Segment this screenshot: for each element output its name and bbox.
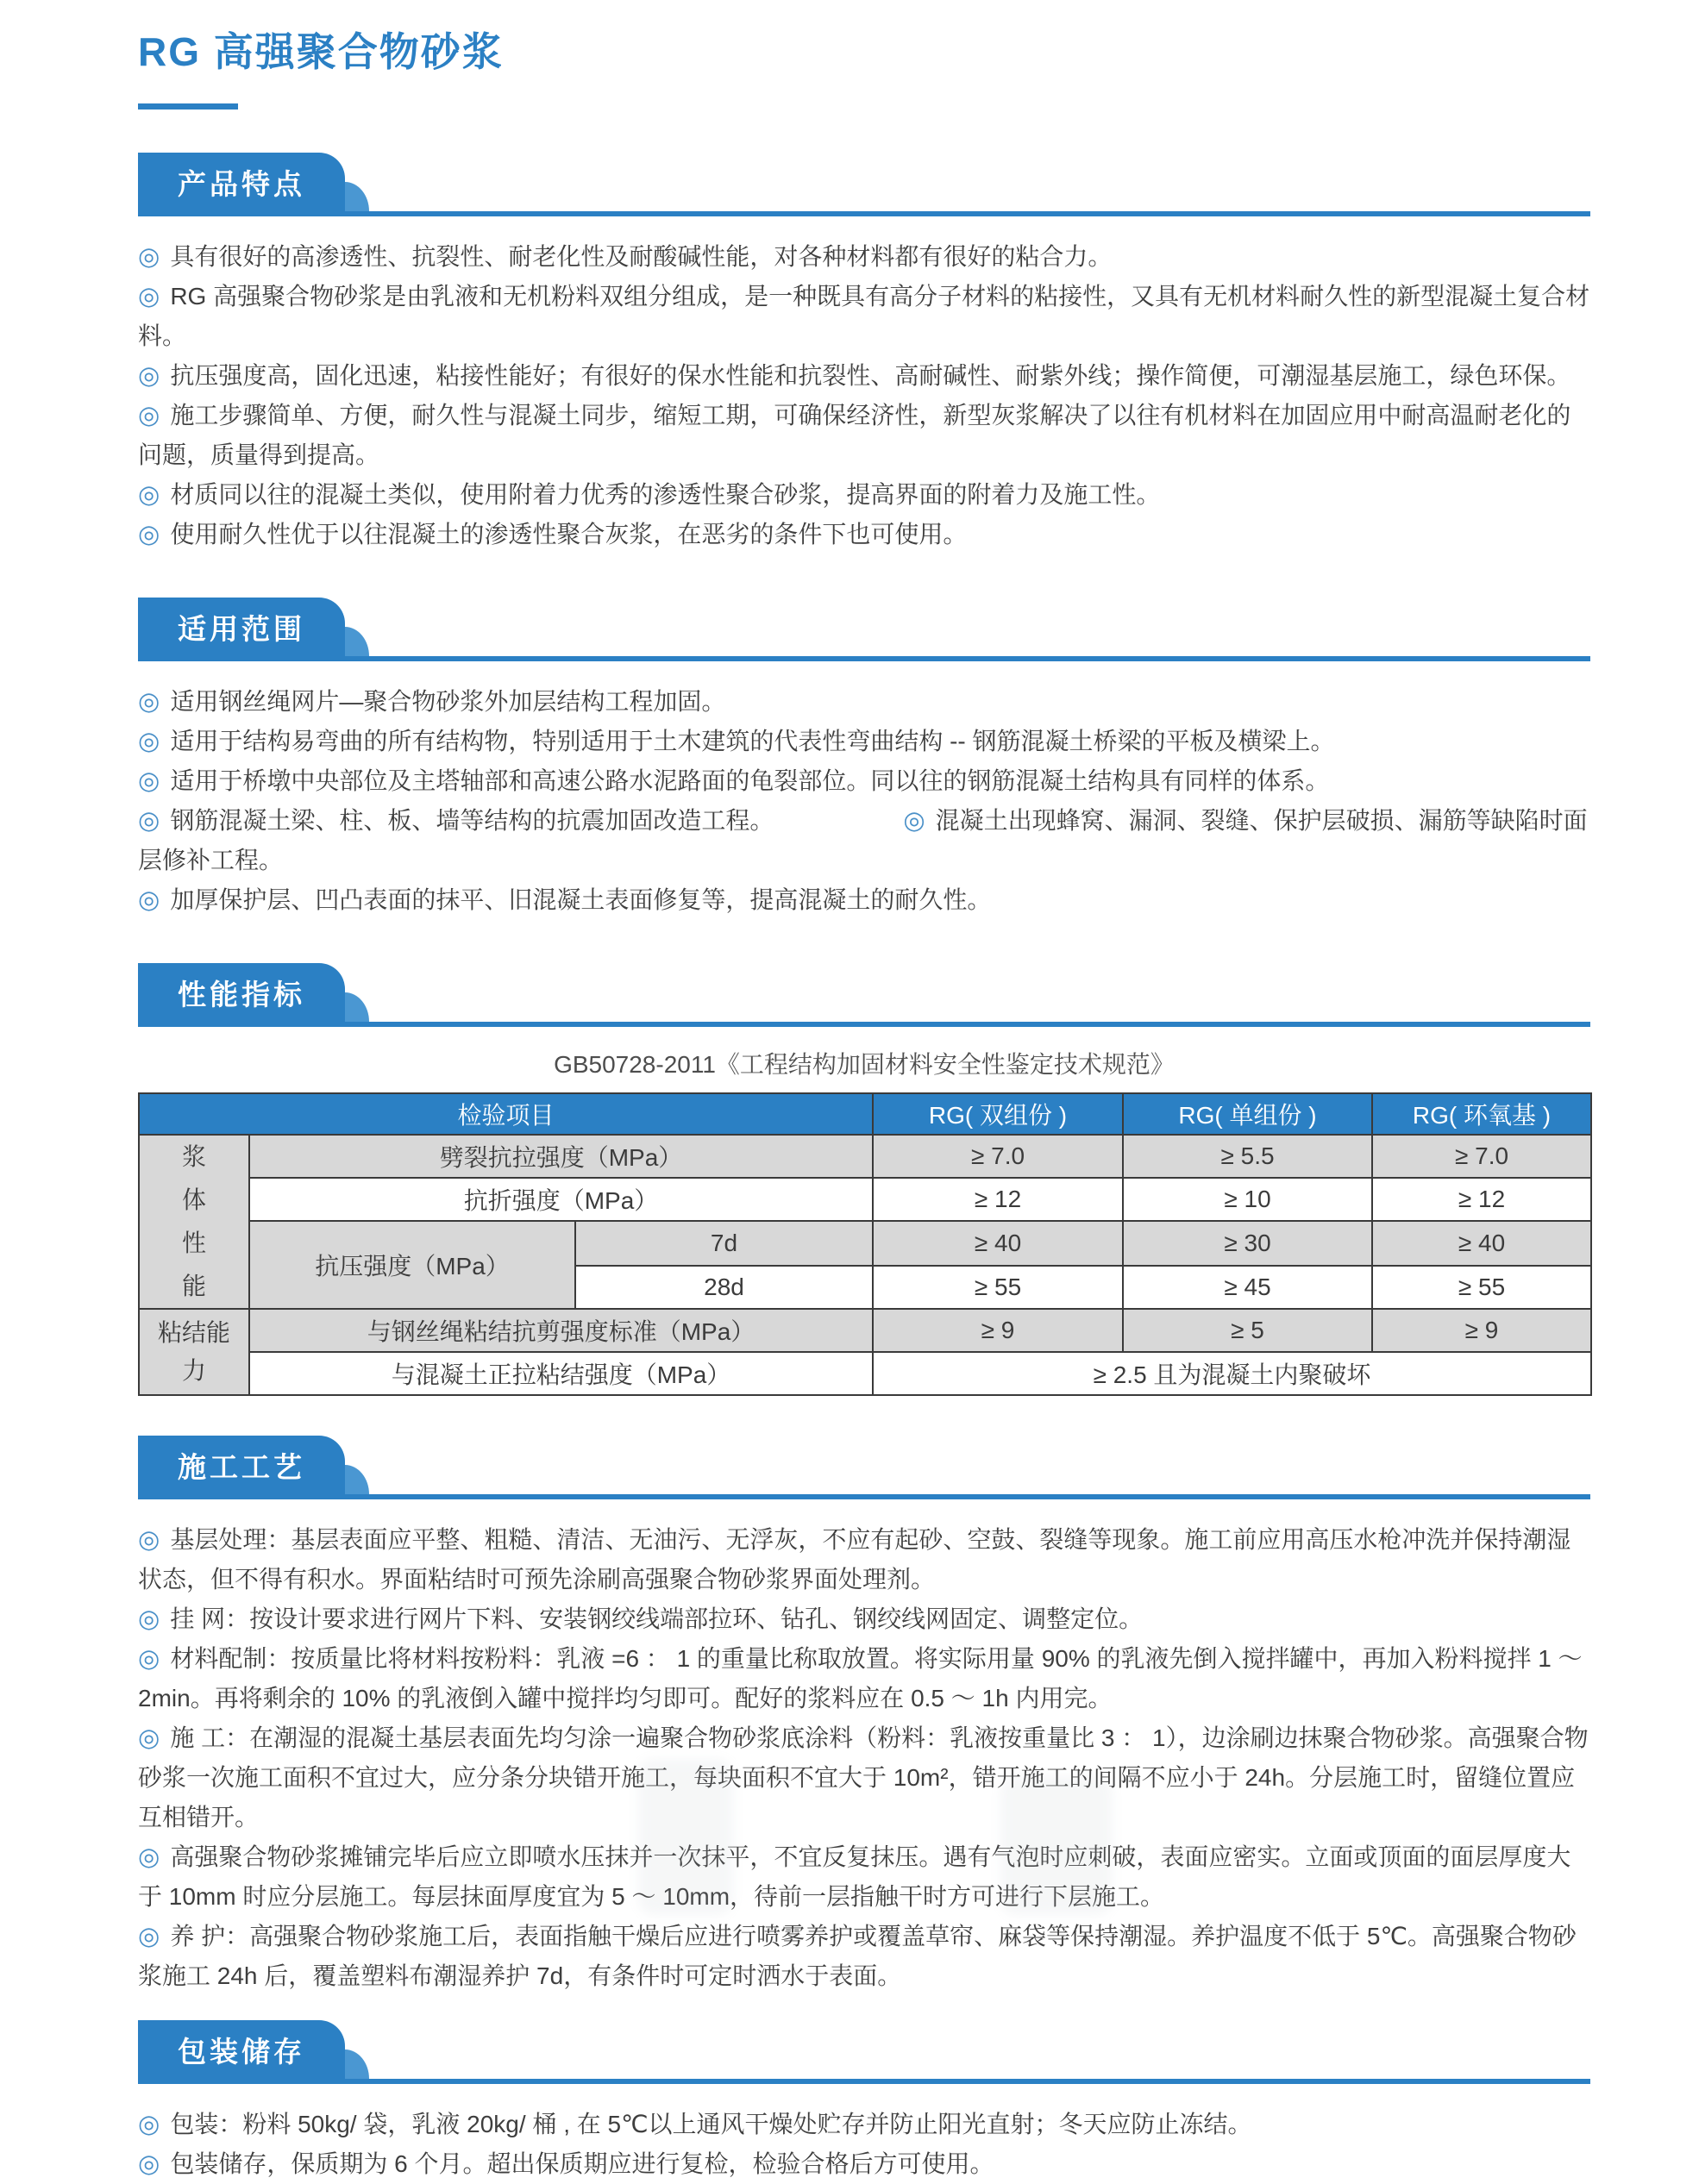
- list-item: [138, 515, 1590, 554]
- table-row: [139, 1352, 1591, 1395]
- list-item-double: [138, 801, 1590, 880]
- col-header-rg-single: RG( 单组份 ): [1123, 1093, 1372, 1135]
- title-underline: [138, 103, 238, 110]
- cell-value: ≥ 40: [1372, 1221, 1591, 1266]
- bullet-icon: ◎: [138, 521, 160, 548]
- list-item-text: 适用钢丝绳网片—聚合物砂浆外加层结构工程加固。: [170, 688, 726, 715]
- list-item: [138, 761, 1590, 801]
- bullet-icon: ◎: [138, 807, 160, 835]
- list-item: [138, 1917, 1590, 1996]
- list-item-text: 加厚保护层、凹凸表面的抹平、旧混凝土表面修复等，提高混凝土的耐久性。: [170, 886, 992, 913]
- table-caption: GB50728-2011《工程结构加固材料安全性鉴定技术规范》: [554, 1051, 1175, 1078]
- list-item-text: 基层处理：基层表面应平整、粗糙、清洁、无油污、无浮灰，不应有起砂、空鼓、裂缝等现象。施工前应用高压水枪冲洗并保持潮湿状态，但不得有积水。界面粘结时可预先涂刷高强聚合物砂浆界面处理剂。: [138, 1526, 1571, 1593]
- bullet-icon: ◎: [138, 481, 160, 509]
- process-list: [138, 1520, 1590, 1996]
- list-item: [138, 1837, 1590, 1917]
- list-item: [138, 2105, 1590, 2144]
- section-header-packaging: [138, 2020, 1590, 2084]
- bullet-icon: ◎: [138, 362, 160, 390]
- list-item-text: 材料配制：按质量比将材料按粉料：乳液 =6 ： 1 的重量比称取放置。将实际用量 90% 的乳液先倒入搅拌罐中，再加入粉料搅拌 1 ～ 2min。再将剩余的 10% 的乳液倒入罐中搅拌均匀即可。配好的浆料应在 0.5 ～ 1h 内用完。: [138, 1645, 1583, 1712]
- table-row: [139, 1135, 1591, 1178]
- performance-table: [138, 1092, 1592, 1396]
- list-item-text: 材质同以往的混凝土类似，使用附着力优秀的渗透性聚合砂浆，提高界面的附着力及施工性。: [170, 481, 1161, 508]
- row-name: 抗折强度（MPa）: [249, 1178, 873, 1221]
- col-header-rg-epoxy: RG( 环氧基 ): [1372, 1093, 1591, 1135]
- list-item: [138, 1718, 1590, 1837]
- features-list: [138, 237, 1590, 554]
- bullet-icon: ◎: [138, 1843, 160, 1871]
- section-title: 施工工艺: [178, 1451, 305, 1483]
- section-title: 包装储存: [178, 2036, 305, 2068]
- list-item: [138, 1639, 1590, 1718]
- cell-value: ≥ 12: [1372, 1178, 1591, 1221]
- bullet-icon: ◎: [138, 2111, 160, 2138]
- section-header-scope: [138, 598, 1590, 661]
- table-row: [139, 1221, 1591, 1266]
- list-item-text: 使用耐久性优于以往混凝土的渗透性聚合灰浆，在恶劣的条件下也可使用。: [170, 521, 968, 548]
- list-item: [138, 880, 1590, 920]
- list-item-text: 包装储存，保质期为 6 个月。超出保质期应进行复检，检验合格后方可使用。: [170, 2150, 994, 2177]
- list-item-text: 混凝土出现蜂窝、漏洞、裂缝、保护层破损、漏筋等缺陷时面层修补工程。: [138, 807, 1588, 873]
- col-header-item: 检验项目: [139, 1093, 873, 1135]
- cell-value: ≥ 55: [1372, 1266, 1591, 1309]
- bullet-icon: ◎: [138, 1923, 160, 1950]
- row-sub-28d: 28d: [575, 1266, 873, 1309]
- row-name: 与钢丝绳粘结抗剪强度标准（MPa）: [249, 1309, 873, 1352]
- list-item: [138, 2144, 1590, 2184]
- cell-value: ≥ 10: [1123, 1178, 1372, 1221]
- cell-value: ≥ 7.0: [873, 1135, 1123, 1178]
- packaging-list: [138, 2105, 1590, 2184]
- cell-value: ≥ 7.0: [1372, 1135, 1591, 1178]
- bullet-icon: ◎: [138, 2150, 160, 2178]
- cell-value-merged: ≥ 2.5 且为混凝土内聚破坏: [873, 1352, 1591, 1395]
- list-item-text: 养 护：高强聚合物砂浆施工后，表面指触干燥后应进行喷雾养护或覆盖草帘、麻袋等保持潮湿。养护温度不低于 5℃。高强聚合物砂浆施工 24h 后，覆盖塑料布潮湿养护 7d，有条件时可定时洒水于表面。: [138, 1923, 1577, 1989]
- section-title: 适用范围: [178, 613, 305, 645]
- section-title: 产品特点: [178, 168, 305, 200]
- row-group-slurry: 浆体性能: [139, 1135, 249, 1309]
- list-item-text: 具有很好的高渗透性、抗裂性、耐老化性及耐酸碱性能，对各种材料都有很好的粘合力。: [170, 243, 1113, 270]
- row-name: 劈裂抗拉强度（MPa）: [249, 1135, 873, 1178]
- list-item-text: 适用于桥墩中央部位及主塔轴部和高速公路水泥路面的龟裂部位。同以往的钢筋混凝土结构具有同样的体系。: [170, 767, 1330, 794]
- section-header-performance: [138, 963, 1590, 1027]
- section-header-features: [138, 153, 1590, 216]
- table-header-row: [139, 1093, 1591, 1135]
- list-item-text: 高强聚合物砂浆摊铺完毕后应立即喷水压抹并一次抹平，不宜反复抹压。遇有气泡时应刺破，表面应密实。立面或顶面的面层厚度大于 10mm 时应分层施工。每层抹面厚度宜为 5 ～ 10mm，待前一层指触干时方可进行下层施工。: [138, 1843, 1571, 1910]
- cell-value: ≥ 30: [1123, 1221, 1372, 1266]
- section-badge-scope: [138, 598, 345, 656]
- row-group-bonding: 粘结能力: [139, 1309, 249, 1395]
- list-item: [138, 237, 1590, 277]
- list-item-text: 抗压强度高，固化迅速，粘接性能好；有很好的保水性能和抗裂性、高耐碱性、耐紫外线；操作简便，可潮湿基层施工，绿色环保。: [170, 362, 1571, 389]
- bullet-icon: ◎: [138, 728, 160, 755]
- list-item: [138, 722, 1590, 761]
- list-item-text: 钢筋混凝土梁、柱、板、墙等结构的抗震加固改造工程。: [170, 807, 774, 834]
- section-header-process: [138, 1436, 1590, 1499]
- bullet-icon: ◎: [138, 1724, 160, 1752]
- list-item: [138, 356, 1590, 396]
- bullet-icon: ◎: [138, 1526, 160, 1554]
- section-badge-process: [138, 1436, 345, 1494]
- watermark-ghost-image: [1000, 1776, 1113, 1915]
- bullet-icon: ◎: [138, 1645, 160, 1673]
- bullet-icon: ◎: [138, 688, 160, 716]
- table-row: [139, 1178, 1591, 1221]
- table-row: [139, 1309, 1591, 1352]
- bullet-icon: ◎: [903, 807, 925, 835]
- list-item-text: 施工步骤简单、方便，耐久性与混凝土同步，缩短工期，可确保经济性，新型灰浆解决了以往有机材料在加固应用中耐高温耐老化的问题，质量得到提高。: [138, 402, 1571, 468]
- bullet-icon: ◎: [138, 886, 160, 914]
- section-title: 性能指标: [178, 979, 305, 1011]
- list-item: [138, 396, 1590, 475]
- cell-value: ≥ 55: [873, 1266, 1123, 1309]
- list-item: [138, 277, 1590, 356]
- list-item: [138, 682, 1590, 722]
- list-item-text: 适用于结构易弯曲的所有结构物，特别适用于土木建筑的代表性弯曲结构 -- 钢筋混凝土桥梁的平板及横梁上。: [170, 728, 1335, 754]
- cell-value: ≥ 12: [873, 1178, 1123, 1221]
- page-title: RG 高强聚合物砂浆: [138, 29, 504, 74]
- cell-value: ≥ 40: [873, 1221, 1123, 1266]
- row-sub-7d: 7d: [575, 1221, 873, 1266]
- cell-value: ≥ 9: [1372, 1309, 1591, 1352]
- section-badge-performance: [138, 963, 345, 1022]
- list-item: [138, 1520, 1590, 1599]
- row-name: 与混凝土正拉粘结强度（MPa）: [249, 1352, 873, 1395]
- watermark-ghost-image: [638, 1759, 733, 1915]
- list-item-text: 施 工：在潮湿的混凝土基层表面先均匀涂一遍聚合物砂浆底涂料（粉料：乳液按重量比 3 ： 1），边涂刷边抹聚合物砂浆。高强聚合物砂浆一次施工面积不宜过大，应分条分块错开施工，每块面积不宜大于 10m²，错开施工的间隔不应小于 24h。分层施工时，留缝位置应互相错开。: [138, 1724, 1589, 1830]
- bullet-icon: ◎: [138, 1605, 160, 1633]
- list-item-text: 包装：粉料 50kg/ 袋，乳液 20kg/ 桶 , 在 5℃以上通风干燥处贮存并防止阳光直射；冬天应防止冻结。: [170, 2111, 1252, 2137]
- section-badge-features: [138, 153, 345, 211]
- row-name-compressive: 抗压强度（MPa）: [249, 1221, 575, 1309]
- list-item-text: 挂 网：按设计要求进行网片下料、安装钢绞线端部拉环、钻孔、钢绞线网固定、调整定位。: [170, 1605, 1144, 1632]
- list-item-text: RG 高强聚合物砂浆是由乳液和无机粉料双组分组成，是一种既具有高分子材料的粘接性，又具有无机材料耐久性的新型混凝土复合材料。: [138, 283, 1590, 349]
- bullet-icon: ◎: [138, 767, 160, 795]
- section-badge-packaging: [138, 2020, 345, 2079]
- bullet-icon: ◎: [138, 243, 160, 271]
- bullet-icon: ◎: [138, 402, 160, 429]
- cell-value: ≥ 9: [873, 1309, 1123, 1352]
- cell-value: ≥ 45: [1123, 1266, 1372, 1309]
- cell-value: ≥ 5.5: [1123, 1135, 1372, 1178]
- cell-value: ≥ 5: [1123, 1309, 1372, 1352]
- col-header-rg-double: RG( 双组份 ): [873, 1093, 1123, 1135]
- list-item: [138, 1599, 1590, 1639]
- scope-list: [138, 682, 1590, 920]
- bullet-icon: ◎: [138, 283, 160, 310]
- list-item: [138, 475, 1590, 515]
